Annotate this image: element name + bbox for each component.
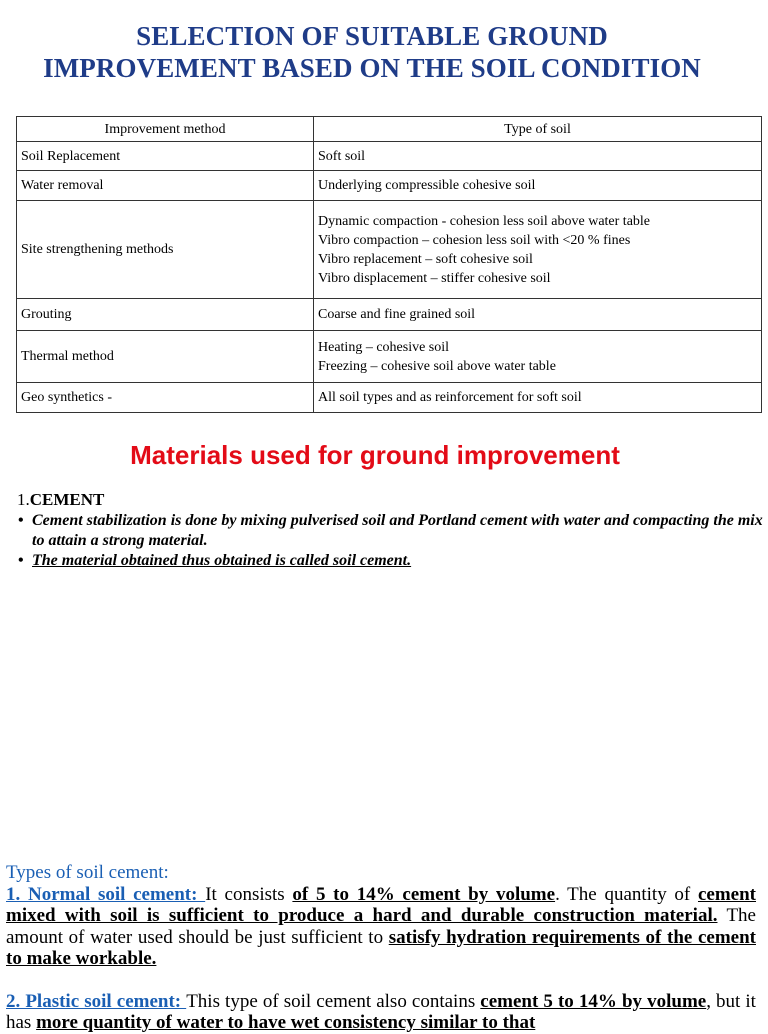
- bullet-text: Cement stabilization is done by mixing pulverised soil and Portland cement with water and compacting the mix to attain a strong material.: [32, 512, 763, 549]
- soil-line: Vibro displacement – stiffer cohesive soil: [318, 270, 551, 286]
- types-title: Types of soil cement:: [6, 862, 169, 883]
- normal-text-2: . The quantity of: [555, 883, 698, 905]
- cement-bullets: [18, 511, 768, 571]
- soil-cell: All soil types and as reinforcement for soft soil: [314, 383, 762, 413]
- method-cell: Soil Replacement: [17, 142, 314, 171]
- plastic-emph-2: more quantity of water to have wet consistency similar to that: [36, 1012, 536, 1033]
- bullet-marker: •: [18, 552, 24, 569]
- method-cell: Grouting: [17, 299, 314, 331]
- soil-line: Heating – cohesive soil: [318, 339, 450, 355]
- table-row: [17, 171, 762, 201]
- normal-emph-3: satisfy hydration requirements of the cement to make workable.: [6, 926, 756, 969]
- method-cell: Water removal: [17, 171, 314, 201]
- soil-cell: [314, 331, 762, 383]
- method-cell: Site strengthening methods: [17, 201, 314, 299]
- table-row: [17, 331, 762, 383]
- document-title: [0, 20, 744, 84]
- title-line-1: SELECTION OF SUITABLE GROUND: [136, 21, 608, 51]
- bullet-marker: •: [18, 512, 24, 529]
- table-row: [17, 201, 762, 299]
- soil-cell: Coarse and fine grained soil: [314, 299, 762, 331]
- plastic-text-1: This type of soil cement also contains: [186, 990, 481, 1012]
- table-row: [17, 299, 762, 331]
- list-item: [18, 551, 768, 571]
- bullet-text: The material obtained thus obtained is called soil cement.: [32, 552, 412, 569]
- cement-title: CEMENT: [29, 490, 105, 509]
- method-cell: Thermal method: [17, 331, 314, 383]
- paragraph-gap: [6, 970, 756, 991]
- normal-emph-1: of 5 to 14% cement by volume: [292, 883, 556, 905]
- soil-cement-types: [6, 862, 756, 1034]
- table-row: [17, 383, 762, 413]
- soil-line: Freezing – cohesive soil above water table: [318, 358, 556, 374]
- header-improvement-method: Improvement method: [17, 117, 314, 142]
- plastic-label: 2. Plastic soil cement:: [6, 990, 187, 1012]
- normal-label: 1. Normal soil cement:: [6, 883, 206, 905]
- list-item: [18, 511, 768, 551]
- soil-cell: Underlying compressible cohesive soil: [314, 171, 762, 201]
- method-cell: Geo synthetics -: [17, 383, 314, 413]
- soil-cell: [314, 201, 762, 299]
- plastic-soil-cement-paragraph: [6, 991, 756, 1034]
- soil-line: Vibro replacement – soft cohesive soil: [318, 251, 533, 267]
- table-row: [17, 142, 762, 171]
- plastic-emph-1: cement 5 to 14% by volume: [480, 990, 707, 1012]
- normal-text-1: It consists: [205, 883, 293, 905]
- normal-text-3: The amount of water used should be just sufficient to: [6, 905, 756, 948]
- plastic-text-2: , but it has: [6, 990, 756, 1033]
- improvement-methods-table: [16, 116, 762, 413]
- normal-soil-cement-paragraph: [6, 884, 756, 970]
- table-header-row: [17, 117, 762, 142]
- normal-emph-2: cement mixed with soil is sufficient to produce a hard and durable construction material.: [6, 883, 757, 926]
- title-line-2: IMPROVEMENT BASED ON THE SOIL CONDITION: [43, 53, 701, 83]
- materials-heading: Materials used for ground improvement: [130, 440, 620, 470]
- cement-heading: [17, 490, 104, 510]
- soil-line: Vibro compaction – cohesion less soil with <20 % fines: [318, 232, 631, 248]
- soil-cell: Soft soil: [314, 142, 762, 171]
- cement-number: 1.: [17, 490, 30, 509]
- header-type-of-soil: Type of soil: [314, 117, 762, 142]
- soil-line: Dynamic compaction - cohesion less soil above water table: [318, 213, 651, 229]
